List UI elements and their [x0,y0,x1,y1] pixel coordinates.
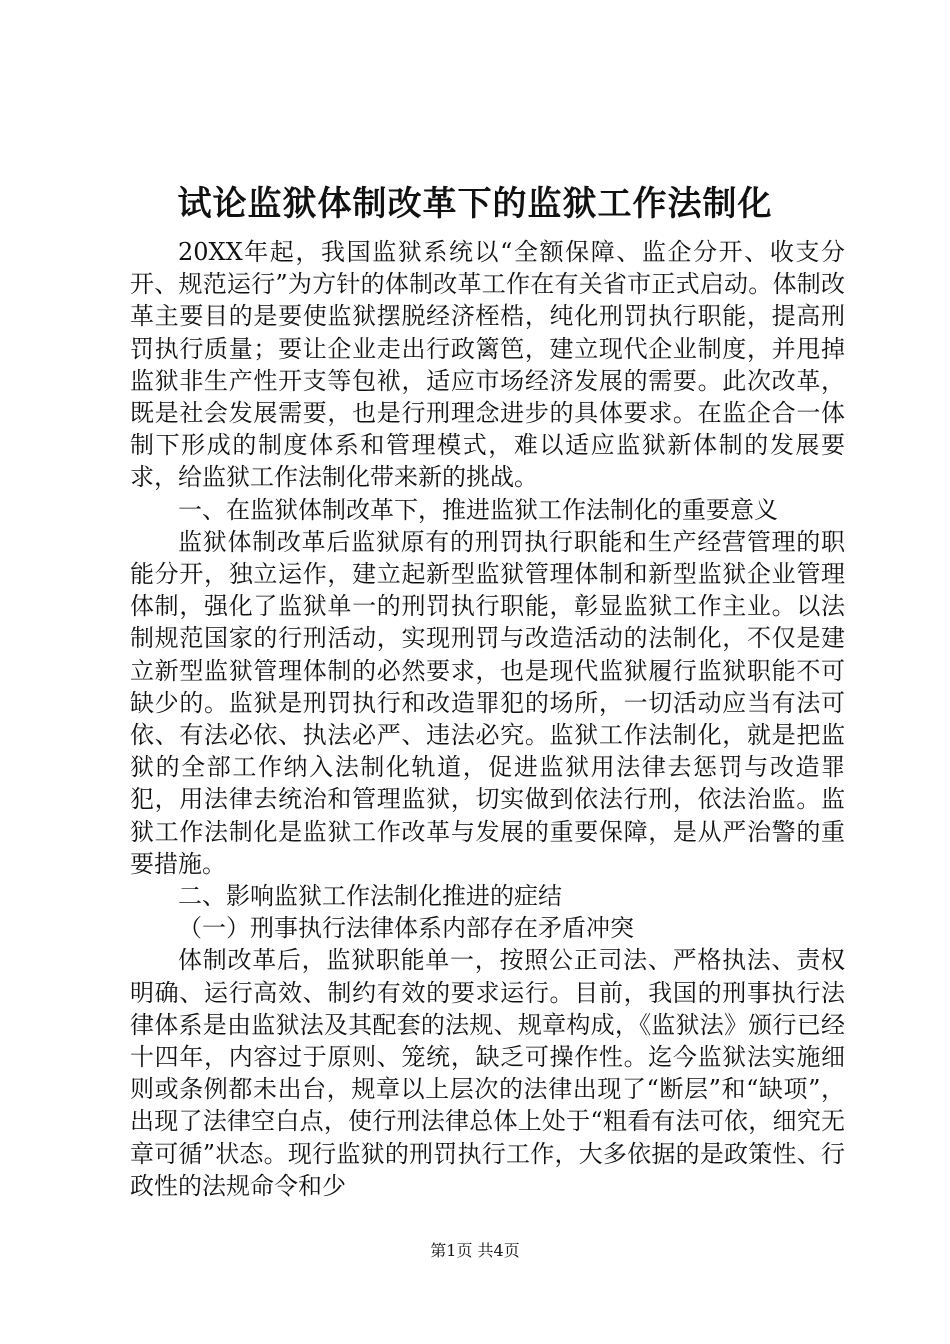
document-title: 试论监狱体制改革下的监狱工作法制化 [177,184,773,224]
section-heading-1: 一、在监狱体制改革下，推进监狱工作法制化的重要意义 [178,495,778,524]
section-heading-2: 二、影响监狱工作法制化推进的症结 [178,882,562,911]
paragraph-intro: 20XX年起，我国监狱系统以“全额保障、监企分开、收支分开、规范运行”为方针的体制改革工作在有关省市正式启动。体制改革主要目的是要使监狱摆脱经济桎梏，纯化刑罚执行职能，提高刑罚执行质量；要让企业走出行政篱笆，建立现代企业制度，并甩掉监狱非生产性开支等包袱，适应市场经济发展的需要。此次改革，既是社会发展需要，也是行刑理念进步的具体要求。在监企合一体制下形成的制度体系和管理模式，难以适应监狱新体制的发展要求，给监狱工作法制化带来新的挑战。 [130,238,845,492]
paragraph-section-1: 监狱体制改革后监狱原有的刑罚执行职能和生产经营管理的职能分开，独立运作，建立起新型监狱管理体制和新型监狱企业管理体制，强化了监狱单一的刑罚执行职能，彰显监狱工作主业。以法制规范国家的行刑活动，实现刑罚与改造活动的法制化，不仅是建立新型监狱管理体制的必然要求，也是现代监狱履行监狱职能不可缺少的。监狱是刑罚执行和改造罪犯的场所，一切活动应当有法可依、有法必依、执法必严、违法必究。监狱工作法制化，就是把监狱的全部工作纳入法制化轨道，促进监狱用法律去惩罚与改造罪犯，用法律去统治和管理监狱，切实做到依法行刑，依法治监。监狱工作法制化是监狱工作改革与发展的重要保障，是从严治警的重要措施。 [130,527,845,878]
page-footer: 第1页 共4页 [430,1241,520,1260]
subsection-heading-2-1: （一）刑事执行法律体系内部存在矛盾冲突 [178,914,634,943]
paragraph-subsection-2-1: 体制改革后，监狱职能单一，按照公正司法、严格执法、责权明确、运行高效、制约有效的要求运行。目前，我国的刑事执行法律体系是由监狱法及其配套的法规、规章构成，《监狱法》颁行已经十四年，内容过于原则、笼统，缺乏可操作性。迄今监狱法实施细则或条例都未出台，规章以上层次的法律出现了“断层”和“缺项”，出现了法律空白点，使行刑法律总体上处于“粗看有法可依，细究无章可循”状态。现行监狱的刑罚执行工作，大多依据的是政策性、行政性的法规命令和少 [130,946,845,1200]
document-body [130,236,845,1202]
